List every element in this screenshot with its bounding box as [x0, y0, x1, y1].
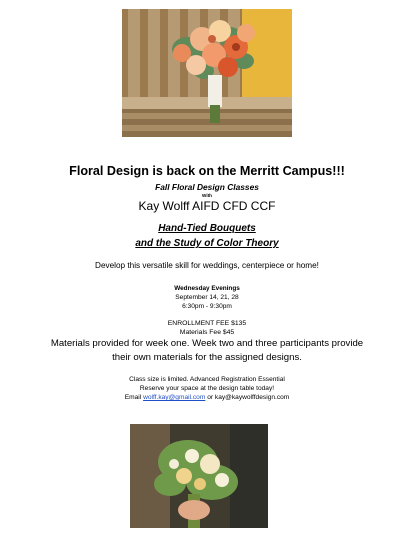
- course-title-line-2: and the Study of Color Theory: [135, 238, 279, 249]
- bouquet-bench-photo: [122, 9, 292, 137]
- email-alt: kay@kaywolffdesign.com: [214, 394, 290, 401]
- materials-fee: Materials Fee $45: [179, 329, 235, 336]
- email-middle: or: [207, 394, 214, 401]
- enrollment-fee: ENROLLMENT FEE $135: [167, 320, 247, 327]
- schedule-day: Wednesday Evenings: [174, 285, 240, 292]
- schedule-dates: September 14, 21, 28: [175, 294, 239, 301]
- with-label: With: [202, 193, 212, 198]
- email-link[interactable]: wolff.kay@gmail.com: [143, 394, 206, 401]
- instructor-name: Kay Wolff AIFD CFD CCF: [138, 199, 276, 213]
- email-line: [0, 394, 414, 401]
- materials-note-line-2: their own materials for the assigned designs.: [112, 352, 302, 363]
- class-size-note: Class size is limited. Advanced Registration Essential: [129, 376, 285, 383]
- course-title-line-1: Hand-Tied Bouquets: [158, 223, 256, 234]
- materials-note-line-1: Materials provided for week one. Week two and three participants provide: [50, 338, 364, 349]
- bouquet-in-hand-photo: [130, 424, 268, 528]
- course-blurb: Develop this versatile skill for weddings, centerpiece or home!: [95, 261, 319, 270]
- headline: Floral Design is back on the Merritt Campus!!!: [69, 164, 345, 178]
- schedule-time: 6:30pm - 9:30pm: [182, 303, 232, 310]
- subtitle: Fall Floral Design Classes: [155, 182, 259, 192]
- email-prefix: Email: [124, 394, 142, 401]
- reserve-note: Reserve your space at the design table today!: [139, 385, 275, 392]
